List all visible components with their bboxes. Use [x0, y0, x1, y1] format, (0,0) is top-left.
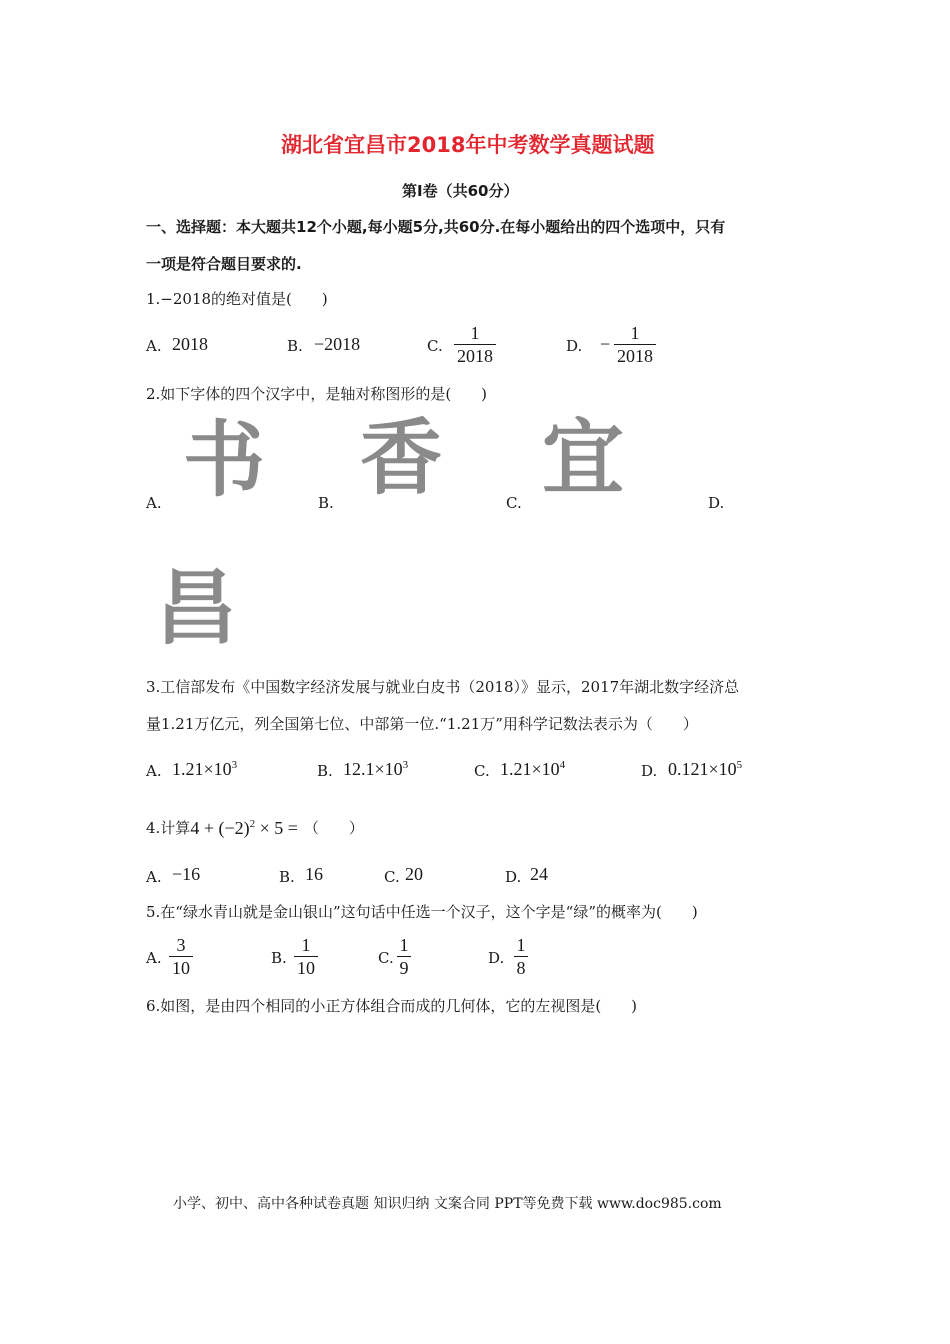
- document-title: 湖北省宜昌市2018年中考数学真题试题: [281, 133, 655, 157]
- q3-option-a-label: A.: [146, 762, 162, 780]
- q2-option-b-label: B.: [318, 494, 334, 512]
- q5-option-d-fraction: [514, 934, 528, 979]
- q5-option-b-label: B.: [271, 949, 287, 967]
- q1-option-d-label: D.: [566, 337, 583, 355]
- q3-option-c-exponent: 4: [559, 759, 566, 771]
- q3-option-b-exponent: 3: [402, 759, 409, 771]
- q3-option-c-label: C.: [474, 762, 490, 780]
- q4-expression-right: × 5 =: [255, 818, 298, 838]
- q2-option-d-label: D.: [708, 494, 725, 512]
- q4-option-d-label: D.: [505, 868, 522, 886]
- part1-heading-line2: 一项是符合题目要求的.: [146, 255, 302, 273]
- q4-option-a: −16: [172, 864, 201, 884]
- q1-option-d-numerator: 1: [630, 323, 640, 343]
- q1-option-a-label: A.: [146, 337, 162, 355]
- q4-option-b: 16: [305, 864, 323, 884]
- q1-option-c-label: C.: [427, 337, 443, 355]
- q1-option-b: −2018: [314, 334, 361, 354]
- q3-option-a-exponent: 3: [231, 759, 238, 771]
- q4-option-b-label: B.: [279, 868, 295, 886]
- q4-expression-exponent: 2: [249, 818, 256, 830]
- q5-option-a-fraction: [169, 934, 193, 979]
- q4-expression-left: 4 + (−2): [190, 818, 250, 838]
- q4-expression: [190, 818, 298, 838]
- q1-option-c-fraction: [454, 322, 496, 367]
- q1-option-d-fraction: [614, 322, 656, 367]
- q5-option-c-fraction: [397, 934, 411, 979]
- q2-stem: 2.如下字体的四个汉字中，是轴对称图形的是( ): [146, 385, 488, 403]
- q2-option-c-label: C.: [506, 494, 522, 512]
- page-footer: 小学、初中、高中各种试卷真题 知识归纳 文案合同 PPT等免费下载 www.doc985.com: [173, 1196, 722, 1212]
- q3-option-d-base: 0.121×10: [668, 759, 737, 779]
- q1-option-b-label: B.: [287, 337, 303, 355]
- q1-option-d-denominator: 2018: [614, 344, 656, 367]
- q5-option-c-numerator: 1: [399, 935, 409, 955]
- q1-stem: 1.−2018的绝对值是( ): [146, 290, 328, 308]
- q5-option-d-denominator: 8: [514, 956, 528, 979]
- q3-option-b-label: B.: [317, 762, 333, 780]
- q3-stem-line1: 3.工信部发布《中国数字经济发展与就业白皮书（2018）》显示，2017年湖北数字经济总: [146, 678, 740, 696]
- q5-option-a-label: A.: [146, 949, 162, 967]
- q1-option-a: 2018: [172, 334, 208, 354]
- q3-stem-line2: 量1.21万亿元，列全国第七位、中部第一位.“1.21万”用科学记数法表示为（ ）: [146, 715, 698, 733]
- q4-option-c: 20: [405, 864, 423, 884]
- q4-option-c-label: C.: [384, 868, 400, 886]
- q5-option-d-label: D.: [488, 949, 505, 967]
- q1-option-c-numerator: 1: [470, 323, 480, 343]
- q5-option-c-denominator: 9: [397, 956, 411, 979]
- q2-glyph-yi: 宜: [542, 411, 625, 506]
- q5-option-b-numerator: 1: [301, 935, 311, 955]
- q4-option-d: 24: [530, 864, 548, 884]
- q1-option-c-denominator: 2018: [454, 344, 496, 367]
- q2-option-a-label: A.: [146, 494, 162, 512]
- q4-stem-suffix: （ ）: [303, 819, 364, 837]
- part1-heading-line1: 一、选择题：本大题共12个小题,每小题5分,共60分.在每小题给出的四个选项中，只有: [146, 218, 726, 236]
- q5-option-c-label: C.: [378, 949, 394, 967]
- q2-glyph-xiang: 香: [360, 411, 443, 506]
- q3-option-b: [343, 759, 408, 780]
- q3-option-d-label: D.: [641, 762, 658, 780]
- q5-stem: 5.在“绿水青山就是金山银山”这句话中任选一个汉子，这个字是“绿”的概率为( ): [146, 903, 698, 921]
- q5-option-b-fraction: [294, 934, 318, 979]
- q3-option-c-base: 1.21×10: [500, 759, 560, 779]
- q4-stem: [146, 817, 364, 838]
- q3-option-d: [668, 759, 742, 780]
- q5-option-a-numerator: 3: [176, 935, 186, 955]
- q5-option-b-denominator: 10: [294, 956, 318, 979]
- q5-option-a-denominator: 10: [169, 956, 193, 979]
- q3-option-a: [172, 759, 237, 780]
- q6-stem: 6.如图，是由四个相同的小正方体组合而成的几何体，它的左视图是( ): [146, 997, 638, 1015]
- q4-option-a-label: A.: [146, 868, 162, 886]
- section-title: 第Ⅰ卷（共60分）: [402, 182, 519, 200]
- q1-option-d-sign: −: [600, 334, 611, 354]
- q3-option-c: [500, 759, 565, 780]
- q3-option-b-base: 12.1×10: [343, 759, 403, 779]
- q4-stem-prefix: 4.计算: [146, 819, 191, 837]
- q3-option-d-exponent: 5: [736, 759, 743, 771]
- q2-glyph-chang: 昌: [155, 561, 238, 656]
- q3-option-a-base: 1.21×10: [172, 759, 232, 779]
- q5-option-d-numerator: 1: [516, 935, 526, 955]
- q2-glyph-shu: 书: [183, 413, 266, 508]
